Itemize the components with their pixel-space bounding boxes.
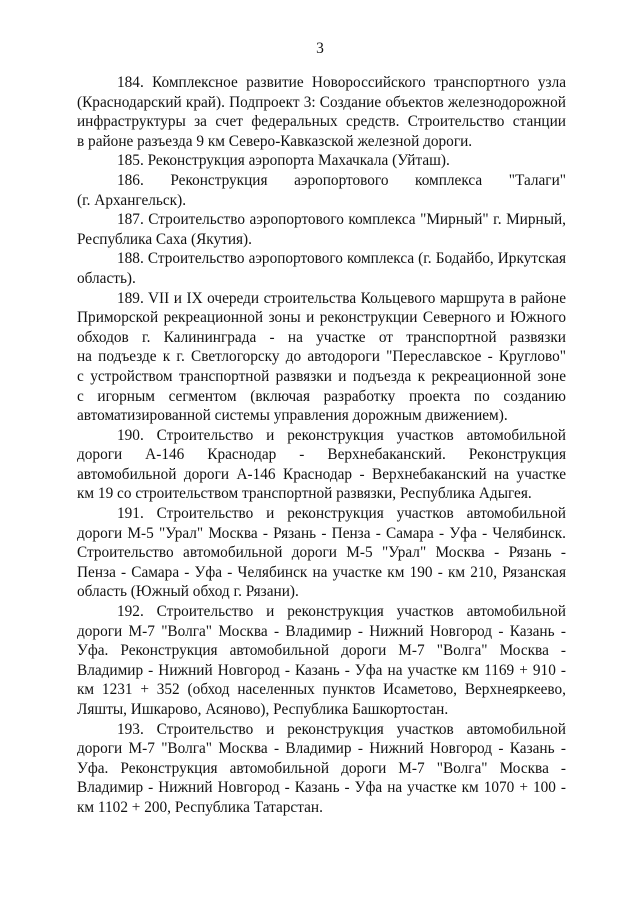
document-body — [77, 73, 566, 818]
list-item-190 — [77, 426, 566, 504]
list-item-187 — [77, 210, 566, 249]
text-line: 185. Реконструкция аэропорта Махачкала (Уйташ). — [117, 152, 450, 170]
text-line: Приморской рекреационной зоны и реконструкции Северного и Южного — [77, 309, 566, 327]
text-line: 193. Строительство и реконструкция участков автомобильной — [117, 720, 566, 738]
text-line: дороги М-7 "Волга" Москва - Владимир - Нижний Новгород - Казань - — [77, 622, 566, 640]
text-line: Владимир - Нижний Новгород - Казань - Уфа на участке км 1169 + 910 - — [77, 661, 566, 679]
text-line: 190. Строительство и реконструкция участков автомобильной — [117, 426, 566, 444]
text-line: Строительство автомобильной дороги М-5 "Урал" Москва - Рязань - — [77, 544, 566, 562]
text-line: 188. Строительство аэропортового комплекса (г. Бодайбо, Иркутская — [117, 250, 566, 268]
text-line: в районе разъезда 9 км Северо-Кавказской железной дороги. — [77, 132, 473, 150]
text-line: 192. Строительство и реконструкция участков автомобильной — [117, 603, 566, 621]
text-line: инфраструктуры за счет федеральных средств. Строительство станции — [77, 113, 566, 131]
text-line: (г. Архангельск). — [77, 191, 187, 209]
list-item-188 — [77, 249, 566, 288]
text-line: (Краснодарский край). Подпроект 3: Создание объектов железнодорожной — [77, 93, 566, 111]
text-line: область). — [77, 269, 136, 287]
text-line: Уфа. Реконструкция автомобильной дороги М-7 "Волга" Москва - — [77, 759, 566, 777]
list-item-192 — [77, 602, 566, 720]
list-item-185 — [77, 151, 566, 171]
text-line: Республика Саха (Якутия). — [77, 230, 252, 248]
text-line: дороги А-146 Краснодар - Верхнебаканский. Реконструкция — [77, 446, 566, 464]
list-item-189 — [77, 289, 566, 426]
text-line: автоматизированной системы управления дорожным движением). — [77, 407, 508, 425]
text-line: на подъезде к г. Светлогорску до автодороги "Переславское - Круглово" — [77, 348, 566, 366]
list-item-186 — [77, 171, 566, 210]
text-line: с игорным сегментом (включая разработку проекта по созданию — [77, 387, 566, 405]
text-line: автомобильной дороги А-146 Краснодар - Верхнебаканский на участке — [77, 465, 566, 483]
text-line: Пенза - Самара - Уфа - Челябинск на участке км 190 - км 210, Рязанская — [77, 563, 566, 581]
text-line: Владимир - Нижний Новгород - Казань - Уфа на участке км 1070 + 100 - — [77, 779, 566, 797]
text-line: дороги М-7 "Волга" Москва - Владимир - Нижний Новгород - Казань - — [77, 740, 566, 758]
text-line: км 19 со строительством транспортной развязки, Республика Адыгея. — [77, 485, 532, 503]
text-line: область (Южный обход г. Рязани). — [77, 583, 299, 601]
text-line: 184. Комплексное развитие Новороссийского транспортного узла — [117, 74, 566, 91]
list-item-191 — [77, 504, 566, 602]
text-line: с устройством транспортной развязки и подъезда к рекреационной зоне — [77, 367, 566, 385]
text-line: 191. Строительство и реконструкция участков автомобильной — [117, 505, 566, 523]
text-line: обходов г. Калининграда - на участке от транспортной развязки — [77, 328, 566, 346]
list-item-184 — [77, 73, 566, 151]
text-line: дороги М-5 "Урал" Москва - Рязань - Пенза - Самара - Уфа - Челябинск. — [77, 524, 566, 542]
text-line: 186. Реконструкция аэропортового комплекса "Талаги" — [117, 171, 566, 189]
list-item-193 — [77, 720, 566, 818]
text-line: 187. Строительство аэропортового комплекса "Мирный" г. Мирный, — [117, 211, 566, 229]
text-line: 189. VII и IX очереди строительства Кольцевого маршрута в районе — [117, 289, 566, 307]
text-line: Уфа. Реконструкция автомобильной дороги М-7 "Волга" Москва - — [77, 642, 566, 660]
text-line: км 1102 + 200, Республика Татарстан. — [77, 798, 323, 816]
page-number: 3 — [316, 40, 324, 57]
text-line: км 1231 + 352 (обход населенных пунктов Исаметово, Верхнеяркеево, — [77, 681, 566, 699]
text-line: Ляшты, Ишкарово, Асяново), Республика Башкортостан. — [77, 701, 449, 718]
